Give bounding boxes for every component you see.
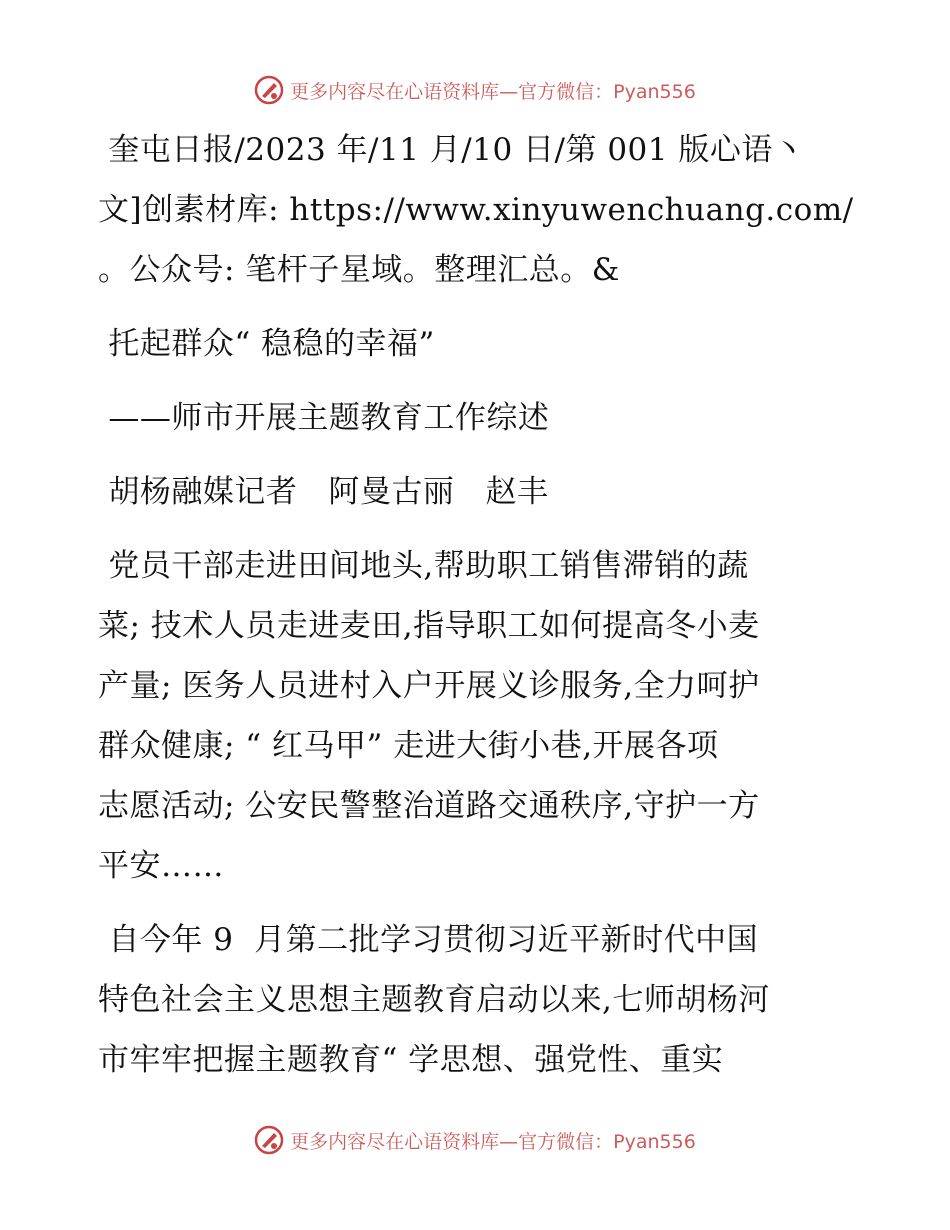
footer-banner <box>0 1120 950 1160</box>
source-line: 奎屯日报/2023 年/11 月/10 日/第 001 版心语丶 <box>98 132 805 168</box>
article-title: 托起群众“ 稳稳的幸福” <box>98 326 435 362</box>
banner-text: 更多内容尽在心语资料库—官方微信：Pyan556 <box>290 1130 696 1153</box>
paragraph-line: 平安…… <box>98 848 224 884</box>
logo-icon <box>254 75 284 105</box>
paragraph-line: 党员干部走进田间地头,帮助职工销售滞销的蔬 <box>98 548 749 584</box>
paragraph-1 <box>98 536 858 896</box>
paragraph-2 <box>98 910 858 1090</box>
paragraph-line: 市牢牢把握主题教育“ 学思想、强党性、重实 <box>98 1042 724 1078</box>
article <box>98 120 858 1090</box>
paragraph-line: 自今年 9 月第二批学习贯彻习近平新时代中国 <box>98 922 759 958</box>
source-header <box>98 120 858 300</box>
source-line: 文]创素材库: https://www.xinyuwenchuang.com/ <box>98 192 854 228</box>
source-line: 。公众号: 笔杆子星域。整理汇总。& <box>98 252 620 288</box>
byline: 胡杨融媒记者 阿曼古丽 赵丰 <box>98 474 549 510</box>
article-subtitle: ——师市开展主题教育工作综述 <box>98 400 550 436</box>
banner-text: 更多内容尽在心语资料库—官方微信：Pyan556 <box>290 80 696 103</box>
paragraph-line: 志愿活动; 公安民警整治道路交通秩序,守护一方 <box>98 788 760 824</box>
paragraph-line: 产量; 医务人员进村入户开展义诊服务,全力呵护 <box>98 668 760 704</box>
paragraph-line: 特色社会主义思想主题教育启动以来,七师胡杨河 <box>98 982 770 1018</box>
paragraph-line: 群众健康; “ 红马甲” 走进大街小巷,开展各项 <box>98 728 719 764</box>
header-banner <box>0 70 950 110</box>
logo-icon <box>254 1125 284 1155</box>
paragraph-line: 菜; 技术人员走进麦田,指导职工如何提高冬小麦 <box>98 608 760 644</box>
